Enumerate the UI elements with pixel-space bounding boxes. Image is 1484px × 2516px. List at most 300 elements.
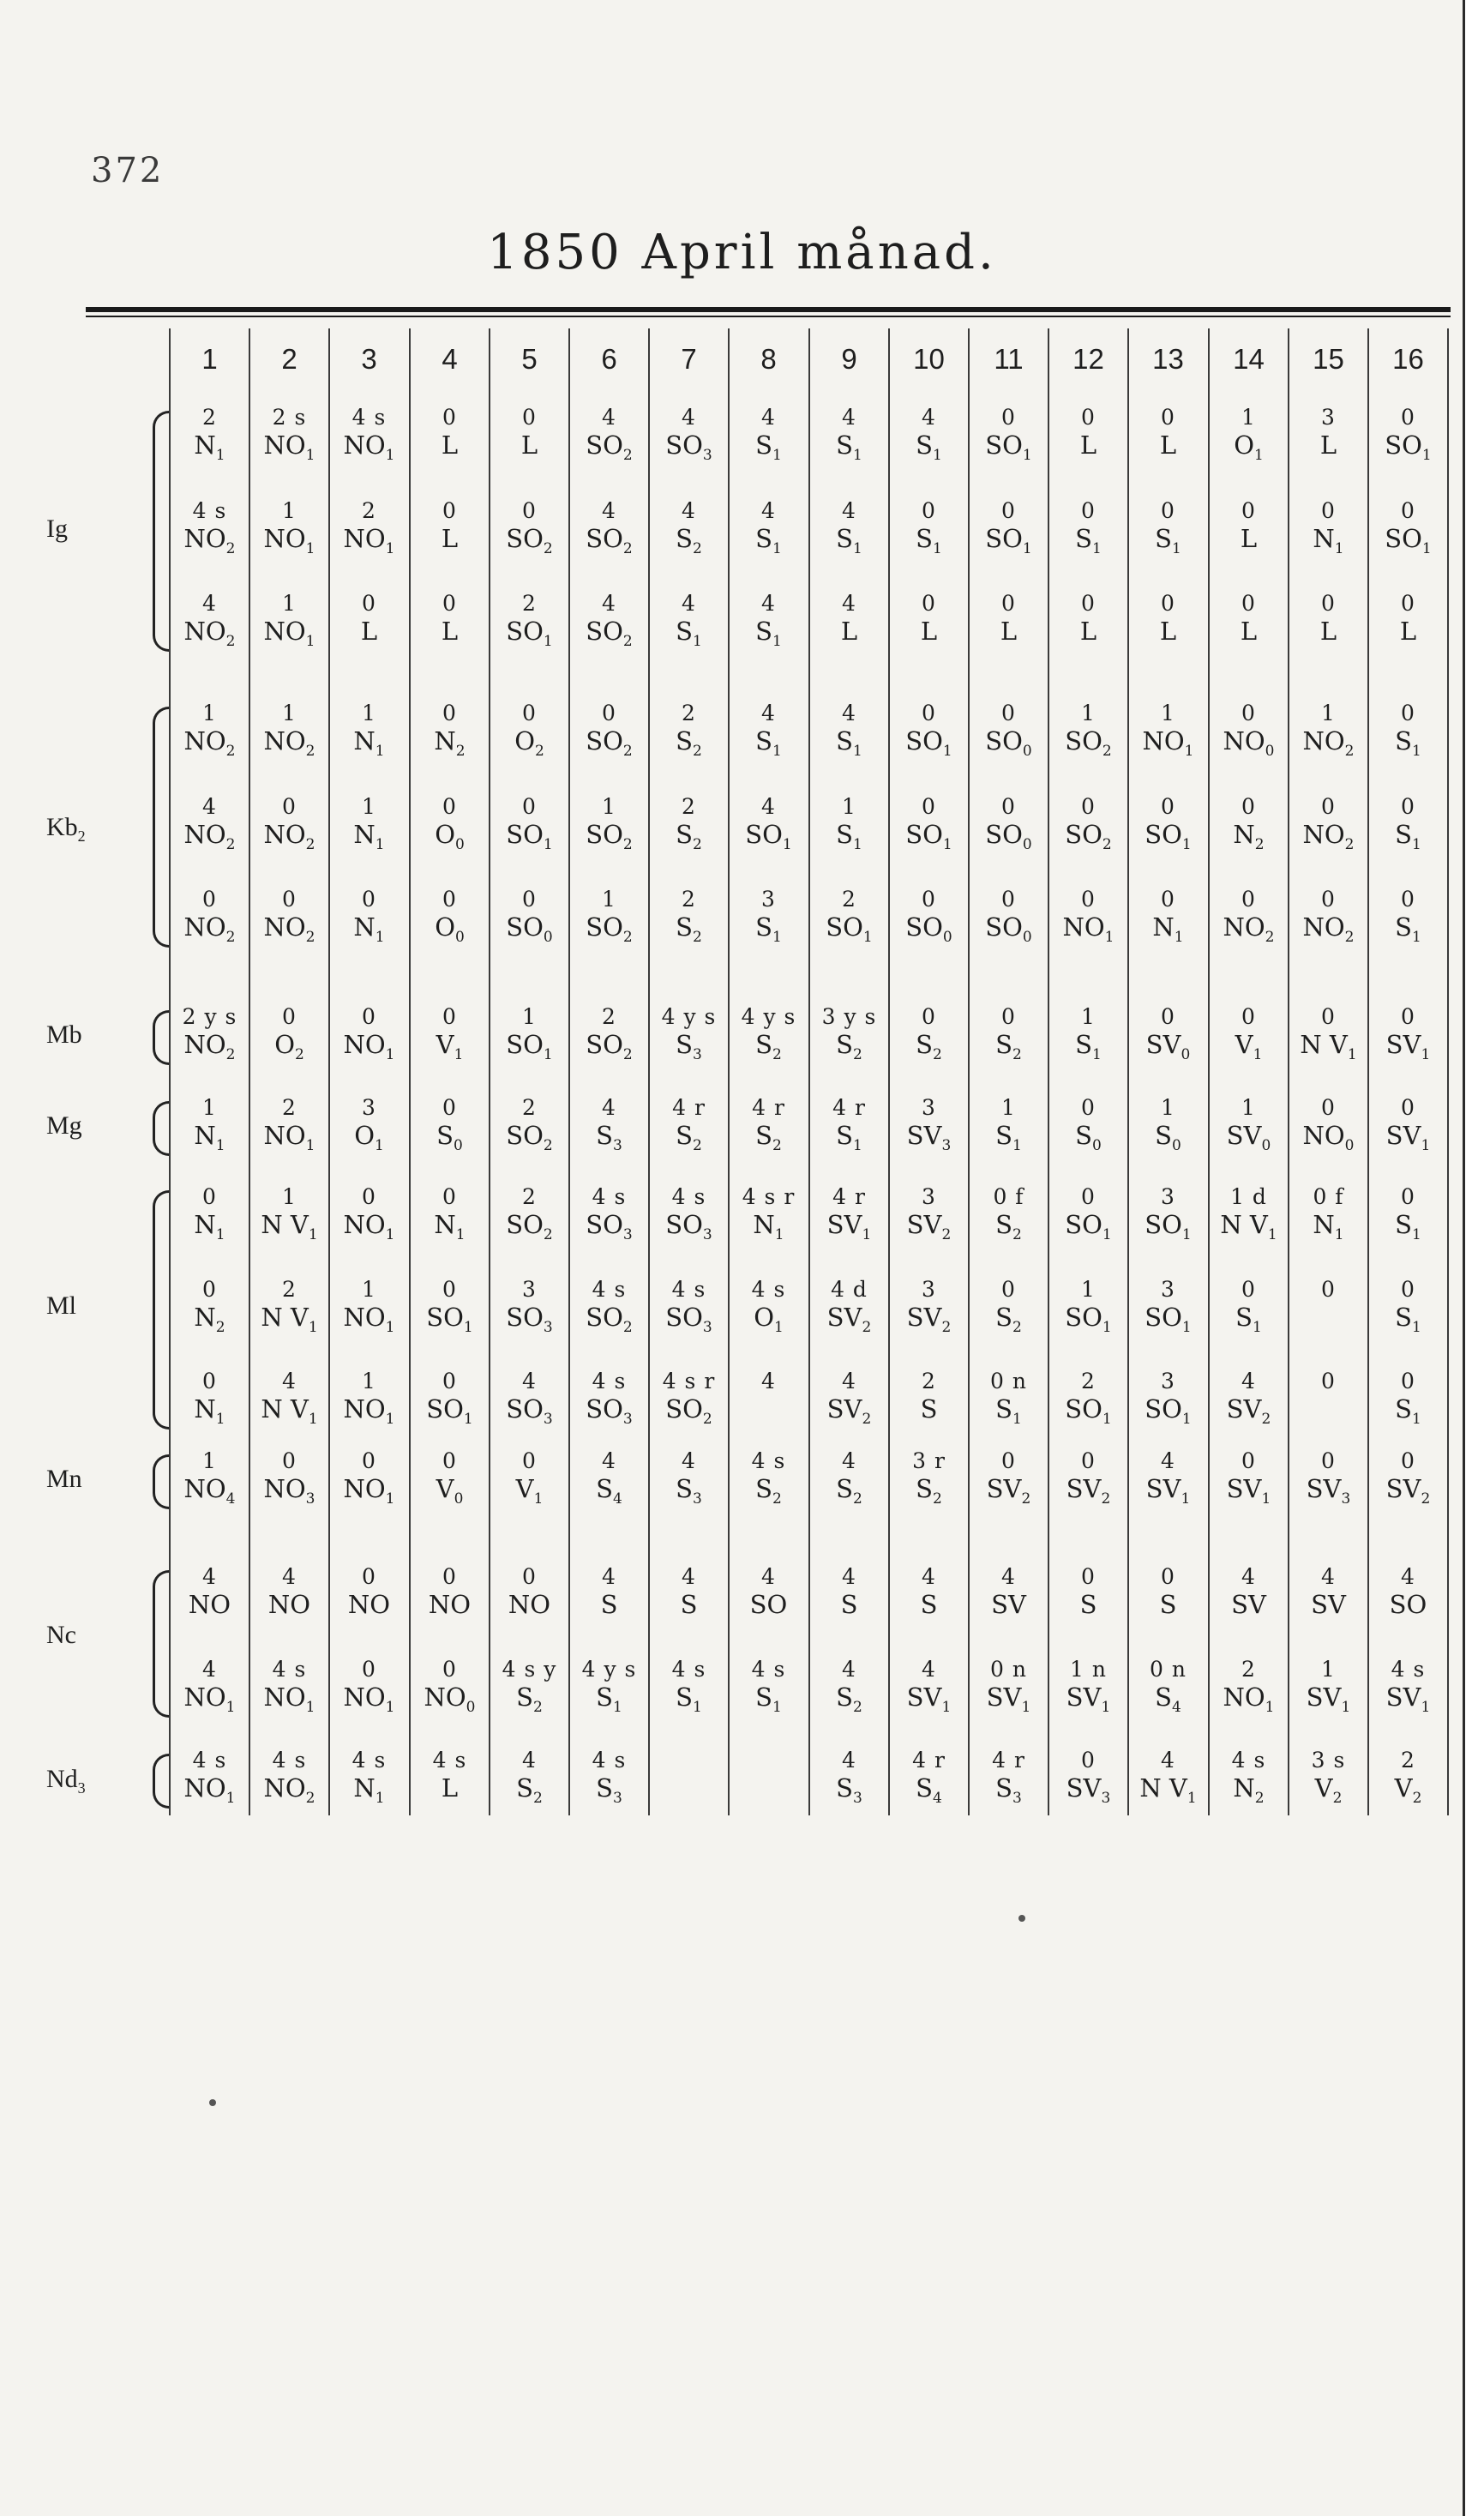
cell-amount: 4 s	[272, 1657, 307, 1682]
table-cell	[1368, 794, 1448, 853]
cell-symbol: $SV_1$	[1385, 1030, 1431, 1063]
table-cell	[170, 591, 249, 650]
cell-symbol: $NO_1$	[263, 1682, 315, 1716]
table-cell	[569, 1448, 649, 1508]
table-cell	[329, 1184, 409, 1243]
table-cell	[1289, 498, 1368, 557]
cell-symbol: L	[441, 1773, 459, 1803]
table-cell	[329, 1748, 409, 1807]
cell-amount: 2 y s	[182, 1004, 237, 1029]
table-cell	[1368, 1095, 1448, 1154]
table-cell	[1368, 701, 1448, 760]
table-cell	[809, 794, 889, 853]
cell-amount: 0	[1081, 498, 1096, 523]
cell-amount: 4 r	[992, 1748, 1025, 1773]
cell-symbol: $SV_1$	[826, 1210, 872, 1243]
table-cell	[569, 1369, 649, 1428]
table-cell	[410, 1184, 490, 1243]
group-label: Mn	[46, 1465, 82, 1493]
cell-amount: 4	[922, 1564, 936, 1589]
cell-symbol: SO	[1389, 1590, 1427, 1619]
cell-amount: 4	[1241, 1369, 1256, 1393]
cell-symbol: $SO_1$	[985, 524, 1032, 557]
cell-amount: 4	[842, 1748, 856, 1773]
table-cell	[1128, 592, 1208, 647]
column-header: 15	[1313, 343, 1344, 375]
cell-symbol: L	[1159, 430, 1177, 460]
table-cell	[329, 1448, 409, 1508]
cell-amount: 1	[1321, 701, 1336, 725]
table-cell	[1128, 1565, 1208, 1620]
cell-amount: 0	[1081, 405, 1096, 430]
cell-symbol: L	[1399, 617, 1417, 646]
column-header: 14	[1233, 343, 1265, 375]
cell-symbol: N $V_1$	[261, 1210, 318, 1243]
cell-symbol: $N_1$	[1313, 1210, 1344, 1243]
table-cell	[1128, 498, 1208, 557]
cell-amount: 0	[1081, 1448, 1096, 1473]
cell-amount: 0	[1241, 1004, 1256, 1029]
cell-symbol: L	[1000, 617, 1018, 646]
cell-symbol: $NO_1$	[343, 1682, 395, 1716]
cell-amount: 4	[842, 1564, 856, 1589]
cell-amount: 4 s	[192, 498, 227, 523]
cell-amount: 4 s	[592, 1277, 627, 1302]
cell-symbol: N $V_1$	[1300, 1030, 1357, 1063]
cell-symbol: $S_1$	[836, 524, 862, 557]
table-cell	[889, 1369, 969, 1424]
cell-symbol: $NO_1$	[343, 1030, 395, 1063]
cell-symbol: $NO_1$	[263, 430, 315, 464]
table-cell	[729, 1749, 808, 1803]
cell-symbol: $S_2$	[836, 1030, 862, 1063]
cell-amount: 1	[202, 1448, 217, 1473]
cell-amount: 4 s	[671, 1657, 706, 1682]
cell-symbol: L	[1079, 617, 1097, 646]
table-cell	[969, 1565, 1048, 1620]
cell-amount: 4 s	[1231, 1748, 1266, 1773]
table-cell	[329, 794, 409, 853]
cell-symbol: $SO_1$	[1145, 1210, 1192, 1243]
cell-amount: 0	[1321, 887, 1336, 912]
table-cell	[1209, 405, 1289, 464]
table-cell	[1048, 1748, 1128, 1807]
table-cell	[649, 1095, 729, 1154]
cell-amount: 1	[1321, 1657, 1336, 1682]
cell-symbol: $NO_2$	[263, 1773, 315, 1807]
cell-symbol: $SO_1$	[1145, 1394, 1192, 1428]
cell-symbol: NO	[428, 1590, 472, 1619]
cell-symbol: S	[920, 1394, 938, 1424]
table-cell	[1209, 701, 1289, 760]
table-cell	[249, 1184, 329, 1243]
cell-symbol: $N_1$	[353, 1773, 385, 1807]
table-cell	[729, 498, 808, 557]
table-cell	[1128, 1748, 1208, 1807]
group-bracket	[153, 1754, 169, 1809]
table-cell	[1289, 1278, 1368, 1333]
cell-amount: 4 r	[752, 1095, 785, 1120]
cell-symbol: $NO_0$	[424, 1682, 476, 1716]
table-cell	[1048, 1565, 1128, 1620]
cell-symbol: $NO_4$	[183, 1474, 236, 1508]
cell-symbol: $S_1$	[836, 726, 862, 760]
cell-symbol: $SO_1$	[745, 820, 792, 853]
table-cell	[1209, 1448, 1289, 1508]
cell-symbol: $SV_2$	[986, 1474, 1031, 1508]
cell-amount: 3	[522, 1277, 537, 1302]
cell-amount: 0	[922, 794, 936, 819]
cell-amount: 1	[1081, 1004, 1096, 1029]
table-cell	[1048, 1369, 1128, 1428]
cell-amount: 0	[1321, 1095, 1336, 1120]
cell-symbol: $NO_2$	[183, 726, 236, 760]
cell-amount: 4	[522, 1748, 537, 1773]
group-bracket	[153, 707, 169, 948]
cell-symbol: L	[441, 617, 459, 646]
cell-amount: 0	[1161, 887, 1175, 912]
cell-amount: 2	[682, 794, 696, 819]
cell-amount: 4	[761, 405, 776, 430]
cell-amount: 0	[1081, 1184, 1096, 1209]
table-cell	[1048, 406, 1128, 460]
cell-symbol: $S_2$	[916, 1030, 942, 1063]
table-cell	[249, 701, 329, 760]
cell-symbol: $NO_2$	[183, 1030, 236, 1063]
table-cell	[1048, 1095, 1128, 1154]
table-cell	[969, 794, 1048, 853]
cell-symbol: $SO_0$	[506, 912, 553, 946]
cell-amount: 0	[1241, 1448, 1256, 1473]
cell-amount: 4	[682, 498, 696, 523]
table-cell	[649, 1004, 729, 1063]
table-cell	[809, 405, 889, 464]
cell-amount: 0	[362, 1184, 376, 1209]
cell-symbol: L	[441, 430, 459, 460]
table-cell	[170, 1184, 249, 1243]
cell-amount: 1	[602, 887, 616, 912]
table-cell	[1128, 1369, 1208, 1428]
cell-symbol: $SO_2$	[665, 1394, 712, 1428]
table-cell	[729, 1565, 808, 1620]
cell-symbol: $SV_1$	[1145, 1474, 1191, 1508]
table-cell	[410, 794, 490, 853]
table-cell	[1048, 1004, 1128, 1063]
header-rule	[86, 307, 1451, 312]
cell-amount: 4 s	[751, 1657, 786, 1682]
cell-symbol: $NO_1$	[343, 430, 395, 464]
cell-symbol: $SV_0$	[1226, 1121, 1271, 1154]
table-cell	[1128, 794, 1208, 853]
cell-amount: 2	[362, 498, 376, 523]
cell-symbol: $NO_1$	[343, 1394, 395, 1428]
table-cell	[1209, 1748, 1289, 1807]
table-cell	[170, 1748, 249, 1807]
cell-amount: 0	[1241, 794, 1256, 819]
cell-symbol: $NO_1$	[263, 617, 315, 650]
table-cell	[1289, 1448, 1368, 1508]
cell-amount: 0	[522, 1564, 537, 1589]
table-cell	[889, 1448, 969, 1508]
table-cell	[729, 591, 808, 650]
cell-symbol: $SV_1$	[1385, 1682, 1431, 1716]
cell-symbol: $S_0$	[1075, 1121, 1102, 1154]
table-cell	[490, 1657, 569, 1716]
cell-symbol	[649, 1773, 729, 1803]
cell-symbol: $S_4$	[916, 1773, 942, 1807]
table-cell	[729, 1369, 808, 1424]
cell-symbol: $SO_1$	[506, 820, 553, 853]
cell-symbol: N $V_1$	[1220, 1210, 1277, 1243]
cell-symbol: $SO_2$	[1065, 726, 1112, 760]
cell-symbol: $S_3$	[596, 1121, 622, 1154]
cell-amount: 1 n	[1070, 1657, 1107, 1682]
cell-symbol: $S_2$	[755, 1030, 782, 1063]
cell-symbol: $S_3$	[676, 1474, 702, 1508]
table-cell	[649, 1184, 729, 1243]
table-cell	[1209, 1184, 1289, 1243]
cell-symbol: $S_2$	[676, 820, 702, 853]
cell-symbol: $S_1$	[1075, 524, 1102, 557]
table-cell	[329, 1369, 409, 1428]
table-cell	[170, 1657, 249, 1716]
cell-symbol: $SV_2$	[1226, 1394, 1271, 1428]
cell-amount: 0	[1081, 591, 1096, 616]
table-cell	[889, 1565, 969, 1620]
table-cell	[969, 1184, 1048, 1243]
cell-symbol: S	[840, 1590, 858, 1619]
table-cell	[410, 887, 490, 946]
cell-symbol: $S_1$	[1395, 1303, 1421, 1336]
cell-amount: 0	[282, 1448, 297, 1473]
cell-amount: 1	[842, 794, 856, 819]
cell-symbol: $SV_0$	[1145, 1030, 1191, 1063]
cell-amount: 4 s	[592, 1369, 627, 1393]
table-cell	[809, 1277, 889, 1336]
cell-symbol: $SO_2$	[586, 912, 633, 946]
cell-symbol: $SV_2$	[906, 1303, 952, 1336]
cell-symbol: $S_1$	[1155, 524, 1181, 557]
cell-symbol: $S_2$	[755, 1121, 782, 1154]
cell-symbol: $SO_1$	[1385, 524, 1432, 557]
column-header: 4	[442, 343, 458, 375]
cell-symbol: $S_4$	[1155, 1682, 1181, 1716]
cell-symbol: L	[1240, 617, 1258, 646]
table-cell	[809, 1184, 889, 1243]
cell-amount: 0	[1161, 1564, 1175, 1589]
cell-symbol: L	[1079, 430, 1097, 460]
table-cell	[329, 1277, 409, 1336]
cell-amount: 0	[1081, 794, 1096, 819]
cell-symbol: $S_2$	[755, 1474, 782, 1508]
table-cell	[649, 1369, 729, 1428]
table-cell	[249, 1369, 329, 1428]
table-cell	[649, 701, 729, 760]
cell-amount: 3	[761, 887, 776, 912]
cell-symbol: $S_4$	[596, 1474, 622, 1508]
cell-symbol: $S_1$	[676, 617, 702, 650]
cell-symbol: SV	[1231, 1590, 1266, 1619]
table-cell	[329, 1004, 409, 1063]
cell-amount: 3 y s	[821, 1004, 877, 1029]
table-cell	[1128, 1657, 1208, 1716]
cell-symbol: L	[1319, 617, 1337, 646]
cell-amount: 0	[362, 1657, 376, 1682]
table-cell	[170, 1277, 249, 1336]
cell-amount: 0	[1401, 701, 1415, 725]
table-cell	[1048, 1657, 1128, 1716]
table-cell	[969, 1095, 1048, 1154]
table-cell	[569, 794, 649, 853]
table-cell	[249, 1748, 329, 1807]
cell-symbol: $SO_1$	[506, 617, 553, 650]
cell-symbol: $S_1$	[836, 1121, 862, 1154]
table-cell	[649, 1657, 729, 1716]
cell-symbol: $N_2$	[434, 726, 466, 760]
table-cell	[729, 1277, 808, 1336]
cell-amount: 0	[1001, 794, 1016, 819]
cell-amount: 4	[842, 405, 856, 430]
cell-amount: 1	[1161, 1095, 1175, 1120]
table-cell	[329, 1657, 409, 1716]
cell-amount: 2	[1401, 1748, 1415, 1773]
table-cell	[1368, 1448, 1448, 1508]
cell-symbol: $V_2$	[1314, 1773, 1343, 1807]
cell-amount: 4	[282, 1369, 297, 1393]
table-cell	[1289, 701, 1368, 760]
cell-symbol: $NO_0$	[1223, 726, 1275, 760]
table-cell	[729, 1184, 808, 1243]
cell-symbol: $SO_1$	[1065, 1210, 1112, 1243]
cell-amount: 0	[362, 1564, 376, 1589]
cell-amount: 4	[922, 405, 936, 430]
table-cell	[809, 1369, 889, 1428]
cell-amount: 0	[442, 887, 457, 912]
cell-amount: 2	[522, 591, 537, 616]
table-cell	[410, 1369, 490, 1428]
table-cell	[490, 1184, 569, 1243]
cell-amount: 3	[1161, 1184, 1175, 1209]
table-cell	[969, 592, 1048, 647]
table-cell	[1368, 1004, 1448, 1063]
cell-amount: 0	[522, 1448, 537, 1473]
cell-amount: 3	[922, 1184, 936, 1209]
cell-amount: 0	[1241, 701, 1256, 725]
cell-symbol: $NO_2$	[183, 617, 236, 650]
column-header: 7	[681, 343, 697, 375]
cell-symbol: $NO_2$	[263, 820, 315, 853]
cell-symbol: $SO_3$	[665, 1210, 712, 1243]
table-cell	[1209, 499, 1289, 554]
cell-symbol: $SV_1$	[1226, 1474, 1271, 1508]
cell-amount: 0	[362, 1004, 376, 1029]
cell-symbol: $S_1$	[1395, 820, 1421, 853]
cell-symbol: $NO_1$	[263, 524, 315, 557]
table-cell	[170, 1004, 249, 1063]
cell-symbol: $S_2$	[836, 1682, 862, 1716]
cell-amount: 1	[1241, 405, 1256, 430]
table-cell	[170, 1448, 249, 1508]
cell-symbol: $SO_0$	[905, 912, 952, 946]
table-cell	[809, 1448, 889, 1508]
group-label: Mb	[46, 1020, 82, 1049]
cell-amount: 2	[522, 1095, 537, 1120]
cell-amount: 0	[442, 1369, 457, 1393]
cell-amount: 4	[1241, 1564, 1256, 1589]
table-cell	[889, 701, 969, 760]
table-cell	[1368, 887, 1448, 946]
cell-amount: 4 y s	[581, 1657, 637, 1682]
cell-symbol: $SV_2$	[826, 1394, 872, 1428]
cell-amount: 0	[1241, 591, 1256, 616]
cell-amount: 0	[1321, 591, 1336, 616]
table-cell	[889, 1095, 969, 1154]
cell-symbol: $N_1$	[1152, 912, 1184, 946]
table-cell	[249, 591, 329, 650]
cell-amount: 0	[922, 591, 936, 616]
column-header: 2	[281, 343, 297, 375]
table-cell	[249, 1448, 329, 1508]
cell-amount: 0	[922, 701, 936, 725]
cell-symbol: $SO_2$	[506, 1121, 553, 1154]
cell-amount: 0	[1321, 1277, 1336, 1302]
table-cell	[809, 498, 889, 557]
table-cell	[1209, 1004, 1289, 1063]
cell-symbol: $SO_2$	[506, 1210, 553, 1243]
cell-symbol: S	[920, 1590, 938, 1619]
cell-amount: 4 y s	[741, 1004, 796, 1029]
column-header: 10	[913, 343, 945, 375]
cell-amount: 4	[842, 701, 856, 725]
table-cell	[170, 405, 249, 464]
table-cell	[1368, 1277, 1448, 1336]
cell-amount: 4	[761, 1564, 776, 1589]
cell-symbol: $N_1$	[194, 1394, 225, 1428]
cell-amount: 0	[522, 887, 537, 912]
cell-symbol: S	[1079, 1590, 1097, 1619]
cell-amount: 4 s y	[502, 1657, 557, 1682]
cell-symbol: $S_2$	[916, 1474, 942, 1508]
table-cell	[809, 1565, 889, 1620]
cell-symbol: $V_0$	[436, 1474, 464, 1508]
table-cell	[329, 498, 409, 557]
table-cell	[1048, 1448, 1128, 1508]
cell-symbol: $S_2$	[516, 1773, 543, 1807]
cell-amount: 2	[602, 1004, 616, 1029]
table-cell	[1128, 1004, 1208, 1063]
table-cell	[809, 1095, 889, 1154]
cell-amount: 4	[761, 701, 776, 725]
cell-amount: 0	[522, 794, 537, 819]
cell-symbol: SV	[991, 1590, 1026, 1619]
table-cell	[889, 1184, 969, 1243]
cell-symbol: $S_2$	[676, 912, 702, 946]
cell-symbol: $SV_2$	[906, 1210, 952, 1243]
cell-symbol: $O_1$	[754, 1303, 784, 1336]
cell-symbol: $SO_3$	[665, 430, 712, 464]
group-label-subscript: 2	[77, 828, 86, 845]
group-bracket	[153, 1190, 169, 1430]
column-header: 1	[201, 343, 218, 375]
cell-symbol: NO	[267, 1590, 311, 1619]
cell-amount: 0	[1001, 1004, 1016, 1029]
cell-amount: 2	[282, 1277, 297, 1302]
table-cell	[649, 887, 729, 946]
cell-symbol: $N_1$	[753, 1210, 784, 1243]
table-cell	[490, 1095, 569, 1154]
cell-amount: 0	[362, 1448, 376, 1473]
table-cell	[249, 1277, 329, 1336]
